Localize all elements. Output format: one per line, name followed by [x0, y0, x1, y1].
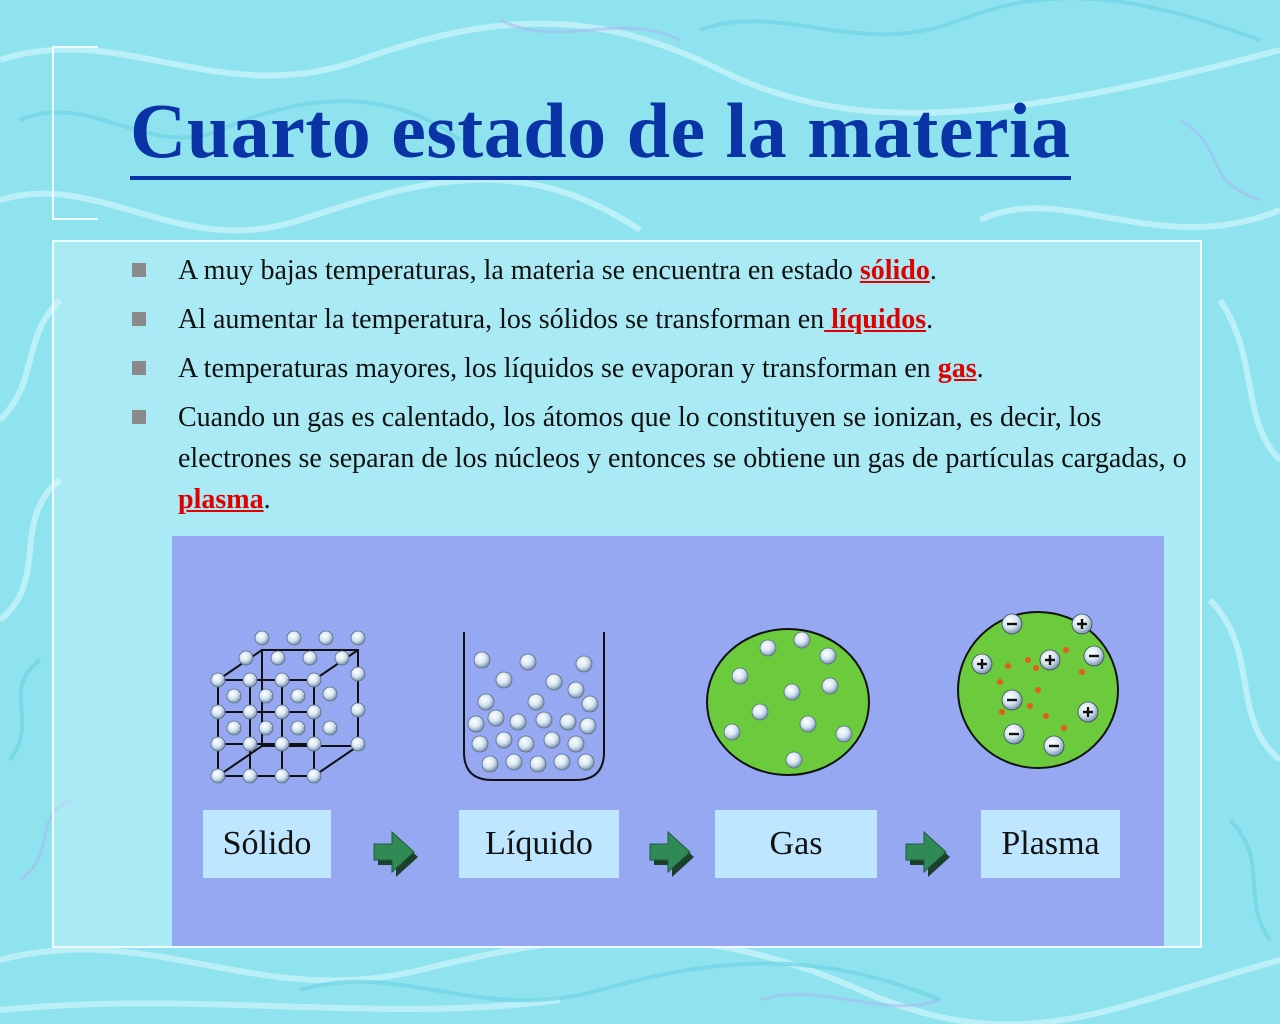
bullet-text: A muy bajas temperaturas, la materia se encuentra en estado	[178, 255, 860, 286]
bullet-text: A temperaturas mayores, los líquidos se evaporan y transforman en	[178, 353, 938, 384]
liquid-beaker-illustration	[460, 632, 608, 784]
arrow-right-icon	[902, 828, 950, 880]
decorative-frame	[52, 46, 98, 220]
states-diagram-panel	[172, 536, 1164, 946]
plasma-sphere-illustration	[954, 608, 1122, 772]
bullet-item	[128, 299, 1208, 340]
bullet-item	[128, 348, 1208, 389]
bullet-text: Cuando un gas es calentado, los átomos que lo constituyen se ionizan, es decir, los electrones se separan de los núcleos y entonces se obtiene un gas de partículas cargadas, o	[178, 402, 1187, 474]
gas-sphere-illustration	[704, 626, 872, 778]
keyword-link-solido[interactable]: sólido	[859, 255, 930, 286]
bullet-punct: .	[929, 255, 937, 286]
bullet-punct: .	[976, 353, 984, 384]
state-label-gas: Gas	[715, 810, 877, 878]
keyword-link-liquidos[interactable]: líquidos	[824, 304, 927, 335]
square-bullet-icon	[132, 361, 146, 375]
bullet-item	[128, 250, 1208, 291]
state-label-liquido: Líquido	[459, 810, 619, 878]
slide-title: Cuarto estado de la materia	[130, 87, 1071, 174]
bullet-punct: .	[926, 304, 934, 335]
square-bullet-icon	[132, 410, 146, 424]
square-bullet-icon	[132, 263, 146, 277]
keyword-link-plasma[interactable]: plasma	[178, 484, 264, 515]
square-bullet-icon	[132, 312, 146, 326]
state-label-plasma: Plasma	[981, 810, 1120, 878]
arrow-right-icon	[646, 828, 694, 880]
bullet-punct: .	[263, 484, 271, 515]
arrow-right-icon	[370, 828, 418, 880]
state-label-solido: Sólido	[203, 810, 331, 878]
bullet-text: Al aumentar la temperatura, los sólidos se transforman en	[178, 304, 825, 335]
title-block	[130, 87, 1071, 180]
solid-lattice-illustration	[208, 624, 368, 784]
bullet-list	[128, 250, 1208, 528]
keyword-link-gas[interactable]: gas	[937, 353, 977, 384]
title-underline	[130, 176, 1071, 180]
bullet-item	[128, 397, 1208, 520]
